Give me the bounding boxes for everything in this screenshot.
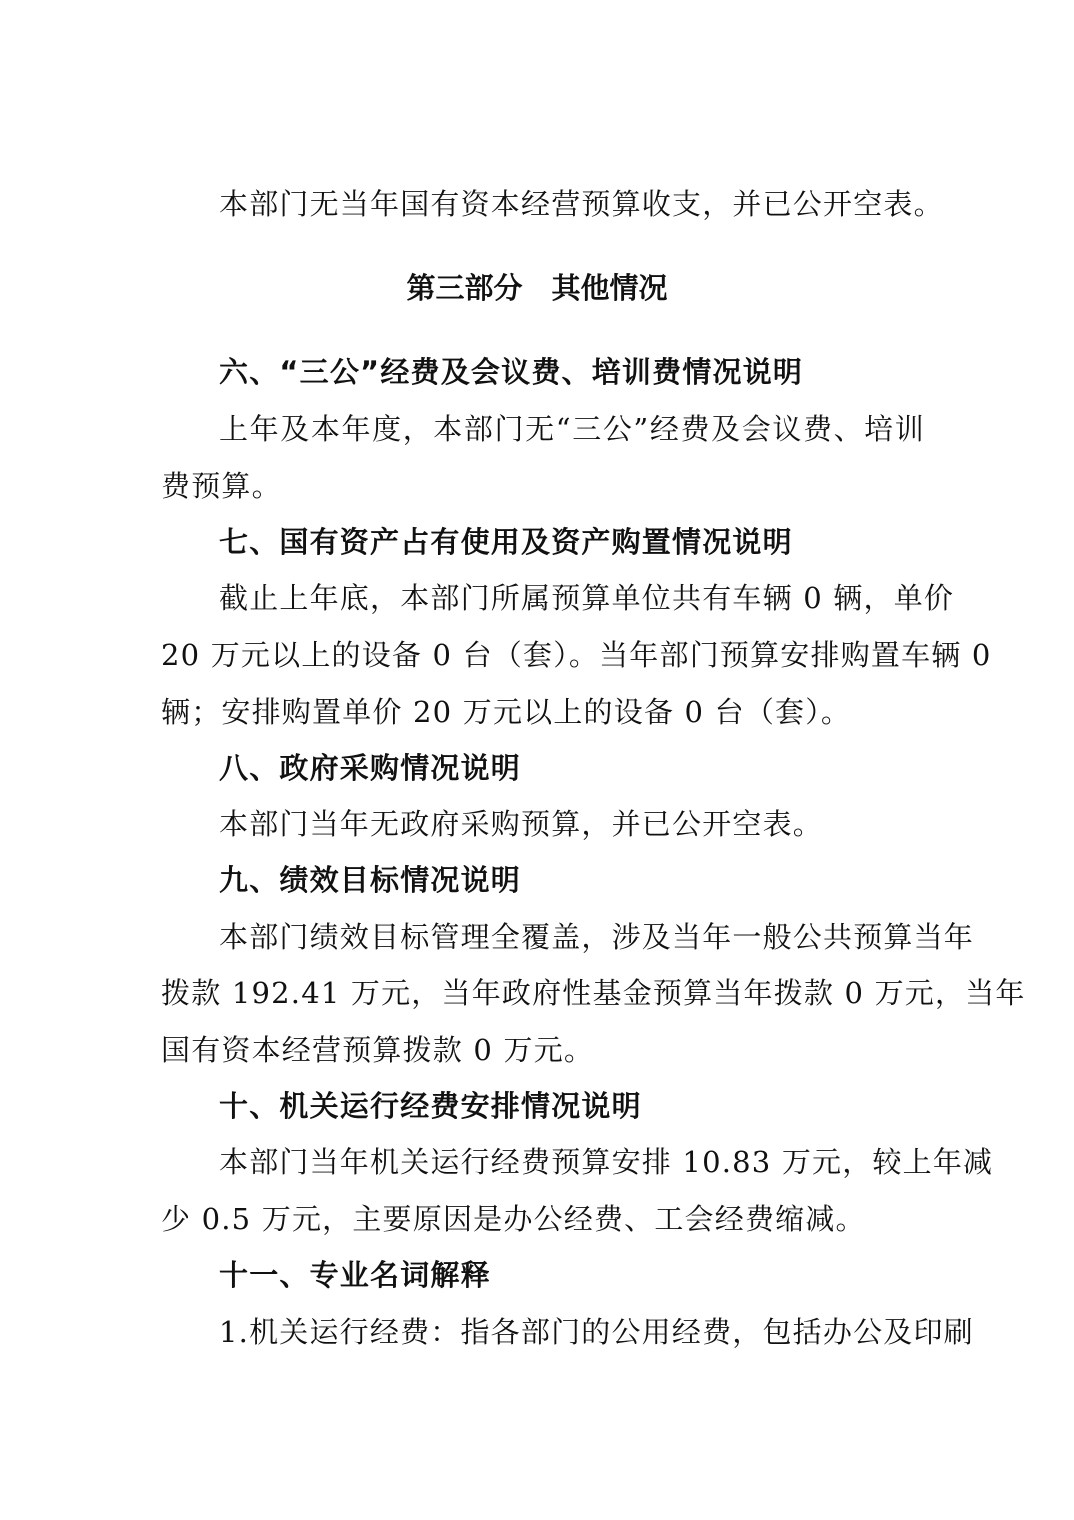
section-10-heading: 十、机关运行经费安排情况说明 [219,1089,642,1123]
section-11-heading: 十一、专业名词解释 [219,1258,491,1292]
section-6-text-line-1: 上年及本年度，本部门无“三公”经费及会议费、培训 [219,412,925,446]
section-6-text-line-2: 费预算。 [161,469,282,503]
section-9-heading: 九、绩效目标情况说明 [219,863,522,897]
section-7-text-line-2: 20 万元以上的设备 0 台（套）。当年部门预算安排购置车辆 0 [161,638,992,672]
section-8-text-line-1: 本部门当年无政府采购预算，并已公开空表。 [219,807,824,841]
section-9-text-line-2: 拨款 192.41 万元，当年政府性基金预算当年拨款 0 万元，当年 [161,976,1026,1010]
section-7-text-line-1: 截止上年底，本部门所属预算单位共有车辆 0 辆，单价 [219,581,955,615]
section-10-text-line-2: 少 0.5 万元，主要原因是办公经费、工会经费缩减。 [161,1202,866,1236]
section-11-text-line-1: 1.机关运行经费：指各部门的公用经费，包括办公及印刷 [219,1315,974,1349]
section-10-text-line-1: 本部门当年机关运行经费预算安排 10.83 万元，较上年减 [219,1145,994,1179]
paragraph-state-capital-budget: 本部门无当年国有资本经营预算收支，并已公开空表。 [219,187,944,221]
section-7-heading: 七、国有资产占有使用及资产购置情况说明 [219,525,793,559]
part-three-title: 第三部分 其他情况 [406,271,668,305]
section-9-text-line-3: 国有资本经营预算拨款 0 万元。 [161,1033,595,1067]
section-7-text-line-3: 辆；安排购置单价 20 万元以上的设备 0 台（套）。 [161,695,852,729]
section-8-heading: 八、政府采购情况说明 [219,751,522,785]
section-6-heading: 六、“三公”经费及会议费、培训费情况说明 [219,355,804,389]
section-9-text-line-1: 本部门绩效目标管理全覆盖，涉及当年一般公共预算当年 [219,920,975,954]
